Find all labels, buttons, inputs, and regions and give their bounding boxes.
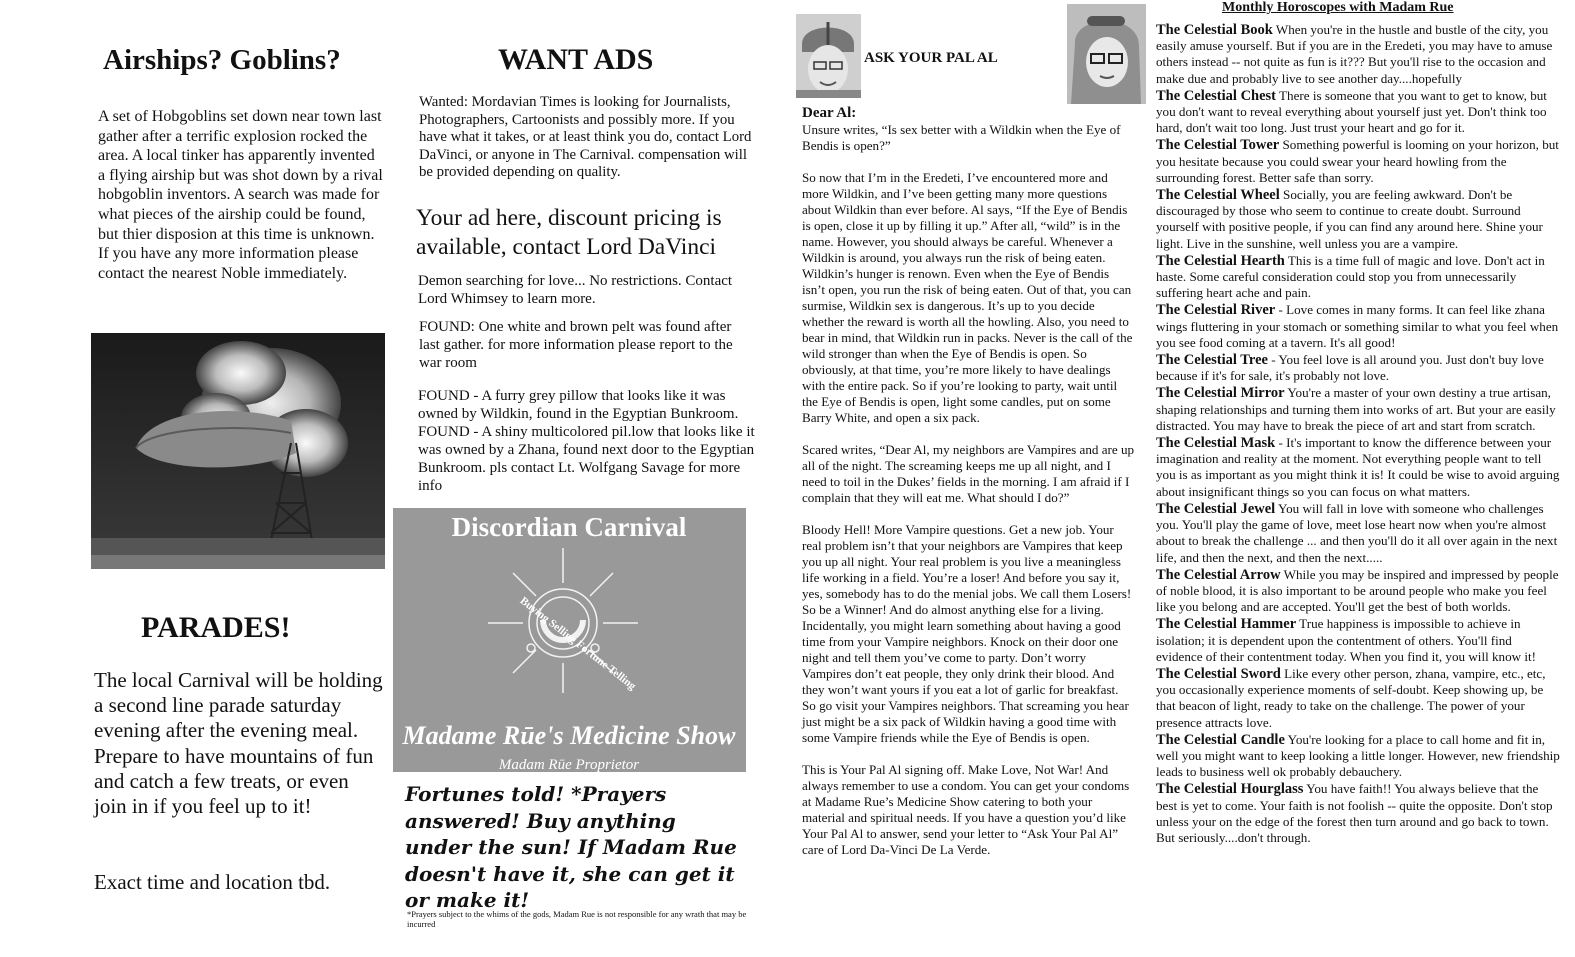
horoscope-sign: The Celestial River <box>1156 302 1276 319</box>
horoscope-text: - It's important to know the difference between your imagination and reality at the moment. Not everything people want to tell you is as important as you might think it is! It could be wise to avoid arguing about insignificant things so you can focus on what matters. <box>1156 435 1560 499</box>
horoscope-text: You have faith!! You always believe that the best is yet to come. Your faith is not foolish -- quite the opposite. Don't stop unless your on the edge of the forest then turn around and go back to town. But seriously....don't through. <box>1156 781 1553 845</box>
horoscope-text: This is a time full of magic and love. Don't act in haste. Some careful consideration could stop you from unnecessarily suffering heart ache and pain. <box>1156 252 1545 301</box>
want-ad-found-pillows: FOUND - A furry grey pillow that looks like it was owned by Wildkin, found in the Egyptian Bunkroom. FOUND - A shiny multicolored pil.low that looks like it was owned by a Zhana, found next door to the Egyptian Bunkroom. pls contact Lt. Wolfgang Savage for more info <box>418 388 755 494</box>
poster-arc-text: Buying Selling Fortune Telling <box>517 594 639 693</box>
horoscope-entry <box>1156 501 1561 566</box>
horoscope-text: Something powerful is looming on your horizon, but you hesitate because you could swear your heard howling from the surrounding forest. Better safe than sorry. <box>1156 137 1559 185</box>
horoscope-entry <box>1156 137 1561 186</box>
parades-article: The local Carnival will be holding a second line parade saturday evening after the evening meal. Prepare to have mountains of fun and catch a few treats, or even join in if you feel up to it! <box>94 668 383 819</box>
poster-title: Discordian Carnival <box>451 512 687 542</box>
horoscope-text: Like every other person, zhana, vampire, etc., etc, you occasionally experience moments of self-doubt. Keep showing up, be that beacon of light, ready to take on the challenge. The power of your presence attracts love. <box>1156 665 1546 730</box>
al-letter-scared: Scared writes, “Dear Al, my neighbors are Vampires and are up all of the night. The screaming keeps me up all night, and I need to toil in the Dukes’ fields in the morning. I am afraid if I complain that they will eat me. What should I do?” <box>802 442 1135 505</box>
horoscope-sign: The Celestial Tower <box>1156 137 1280 154</box>
want-ads-headline: WANT ADS <box>498 43 654 76</box>
horoscope-sign: The Celestial Book <box>1156 22 1273 38</box>
al-sign-off: This is Your Pal Al signing off. Make Love, Not War! And always remember to use a condom. You can get your condoms at Madame Rue’s Medicine Show catering to both your material and spiritual needs. If you have a question you’d like Your Pal Al to answer, send your letter to “Ask Your Pal Al” care of Lord Da-Vinci De La Verde. <box>802 762 1130 857</box>
horoscope-sign: The Celestial Jewel <box>1156 500 1276 517</box>
horoscope-sign: The Celestial Wheel <box>1156 187 1280 204</box>
horoscope-text: You're a master of your own destiny a true artisan, shaping relationships and turning them into works of art. But your are easily distracted. You may have to break the piece of art and start from scratch. <box>1156 385 1556 433</box>
horoscope-entry <box>1156 616 1561 665</box>
airship-explosion-photo <box>91 333 385 569</box>
horoscope-entry <box>1156 385 1561 434</box>
dear-al-greeting: Dear Al: <box>802 105 857 121</box>
horoscope-text: When you're in the hustle and bustle of the city, you easily amuse yourself. But if you are in the Eredeti, you may have to amuse others instead -- not quite as fun is it??? But you'll rise to the occasion and make due and probably live to see another day....hopefully <box>1156 22 1553 86</box>
prayers-fine-print: *Prayers subject to the whims of the gods, Madam Rue is not responsible for any wrath that may be incurred <box>407 909 747 929</box>
want-ad-found-pelt: FOUND: One white and brown pelt was found after last gather. for more information please report to the war room <box>419 319 733 371</box>
carnival-poster <box>393 508 746 772</box>
carnival-poster-art <box>393 508 746 772</box>
horoscope-sign: The Celestial Tree <box>1156 352 1268 369</box>
horoscope-entry <box>1156 253 1561 302</box>
horoscope-list <box>1156 22 1561 847</box>
horoscope-sign: The Celestial Chest <box>1156 87 1277 104</box>
parades-time-note: Exact time and location tbd. <box>94 870 331 894</box>
fortunes-slogan: Fortunes told! *Prayers answered! Buy anything under the sun! If Madam Rue doesn't have it, she can get it or make it! <box>405 782 737 912</box>
horoscope-text: You will fall in love with someone who challenges you. You'll play the game of love, meet lose heart now when you're almost about to break the challenge ... and then you'll do it all over again in the next life, and then the next, and then the next..... <box>1156 500 1558 565</box>
horoscope-sign: The Celestial Mirror <box>1156 385 1285 402</box>
al-answer-wildkin: So now that I’m in the Eredeti, I’ve encountered more and more Wildkin, and I’ve been getting many more questions about Wildkin than ever before. Al says, “If the Eye of Bendis is open, close it up by filling it up.” After all, “wild” is in the name. However, you should always be careful. Whenever a Wildkin is around, you always run the risk of being eaten. Wildkin’s hunger is renown. Even when the Eye of Bendis isn’t open, you run the risk of being eaten. Out of that, you can surmise, Wildkin sex is dangerous. It’s up to you decide whether the reward is worth all the howling. Also, you need to bear in mind, that Wildkin run in packs. Never is the call of the wild stronger than when the Eye of Bendis is open. So obviously, at that time, you’re more likely to have dealings with the entire pack. So if you’re looking to party, wait until the Eye of Bendis is open, light some candles, put on some Barry White, and open a six pack. <box>802 170 1133 425</box>
airship-explosion-illustration <box>91 333 385 569</box>
horoscope-sign: The Celestial Mask <box>1156 435 1276 452</box>
horoscope-sign: The Celestial Hourglass <box>1156 781 1304 798</box>
pal-al-photo <box>796 14 861 98</box>
horoscope-text: You're looking for a place to call home and fit in, well you might want to keep looking a little longer. However, new friendship leads to business well ok probably debauchery. <box>1156 731 1560 780</box>
horoscope-entry <box>1156 22 1561 87</box>
pal-al-column <box>802 122 1135 874</box>
horoscopes-headline: Monthly Horoscopes with Madam Rue <box>1222 0 1454 15</box>
horoscope-text: Socially, you are feeling awkward. Don't be discouraged by those who seem to continue to create doubt. Surround yourself with positive people, if you can find any around here. Shine your light. Live in the sunshine, well unless you are a vampire. <box>1156 187 1543 251</box>
airships-article: A set of Hobgoblins set down near town last gather after a terrific explosion rocked the area. A local tinker has apparently invented a flying airship but was shot down by a rival hobgoblin inventors. A search was made for what pieces of the airship could be found, but thier disposion at this time is unknown. If you have any more information please contact the nearest Noble immediately. <box>98 108 383 282</box>
horoscope-entry <box>1156 435 1561 500</box>
madam-rue-photo <box>1067 4 1146 104</box>
poster-show-name: Madame Rūe's Medicine Show <box>402 721 736 750</box>
horoscope-entry <box>1156 567 1561 616</box>
horoscope-sign: The Celestial Arrow <box>1156 566 1281 583</box>
horoscope-sign: The Celestial Sword <box>1156 665 1281 682</box>
al-letter-unsure: Unsure writes, “Is sex better with a Wildkin when the Eye of Bendis is open?” <box>802 122 1121 153</box>
want-ad-wanted: Wanted: Mordavian Times is looking for Journalists, Photographers, Cartoonists and possibly more. If you have what it takes, or at least think you do, contact Lord DaVinci, or anyone in The Carnival. compensation will be provided depending on quality. <box>419 94 752 181</box>
horoscope-text: While you may be inspired and impressed by people of noble blood, it is also important to be around people who make you feel like you belong and are accepted. You'll get the best of both worlds. <box>1156 566 1559 615</box>
horoscope-entry <box>1156 732 1561 781</box>
want-ad-your-ad-here: Your ad here, discount pricing is available, contact Lord DaVinci <box>416 205 722 260</box>
horoscope-sign: The Celestial Hearth <box>1156 252 1285 269</box>
horoscope-text: - You feel love is all around you. Just don't buy love because if it's for sale, it's probably not love. <box>1156 352 1544 384</box>
horoscope-entry <box>1156 781 1561 846</box>
horoscope-text: - Love comes in many forms. It can feel like zhana wings fluttering in your stomach or something similar to what you feel when you see food coming at a tavern. It's all good! <box>1156 302 1559 350</box>
horoscope-entry <box>1156 302 1561 351</box>
horoscope-sign: The Celestial Hammer <box>1156 616 1297 633</box>
want-ad-demon: Demon searching for love... No restrictions. Contact Lord Whimsey to learn more. <box>418 273 733 307</box>
horoscope-entry <box>1156 666 1561 731</box>
horoscope-entry <box>1156 187 1561 252</box>
horoscope-entry <box>1156 352 1561 384</box>
al-answer-vampires: Bloody Hell! More Vampire questions. Get a new job. Your real problem isn’t that your neighbors are Vampires that keep you up all night. Your real problem is you live a meaningless life working in a field. You’re a loser! And before you say it, yes, somebody has to do the menial jobs. We call them Losers! So be a Winner! And do almost anything else for a living. Incidentally, you might learn something about having a good time from your Vampire neighbors. Knock on their door one night and tell them you’ve come to party. Don’t worry Vampires don’t eat people, they only drink their blood. And they won’t want yours if you eat a lot of garlic for breakfast. So go visit your Vampires neighbors. That screaming you hear just might be a six pack of Wildkin having a good time with some Vampire friends while the Eye of Bendis is open. <box>802 522 1132 745</box>
horoscope-text: There is someone that you want to get to know, but you don't want to reveal everything about yourself just yet. Don't think too hard, don't wait too long. Just trust your heart and go for it. <box>1156 87 1547 136</box>
horoscope-text: True happiness is impossible to achieve in isolation; it is dependent upon the contentment of others. You'll find evidence of their contentment today. When you find it, you will know it! <box>1156 616 1536 664</box>
horoscope-entry <box>1156 88 1561 137</box>
horoscope-sign: The Celestial Candle <box>1156 731 1285 748</box>
poster-proprietor: Madam Rūe Proprietor <box>498 757 640 772</box>
airships-headline: Airships? Goblins? <box>103 44 341 76</box>
ask-your-pal-al-headline: ASK YOUR PAL AL <box>864 50 998 66</box>
parades-headline: PARADES! <box>141 611 291 644</box>
